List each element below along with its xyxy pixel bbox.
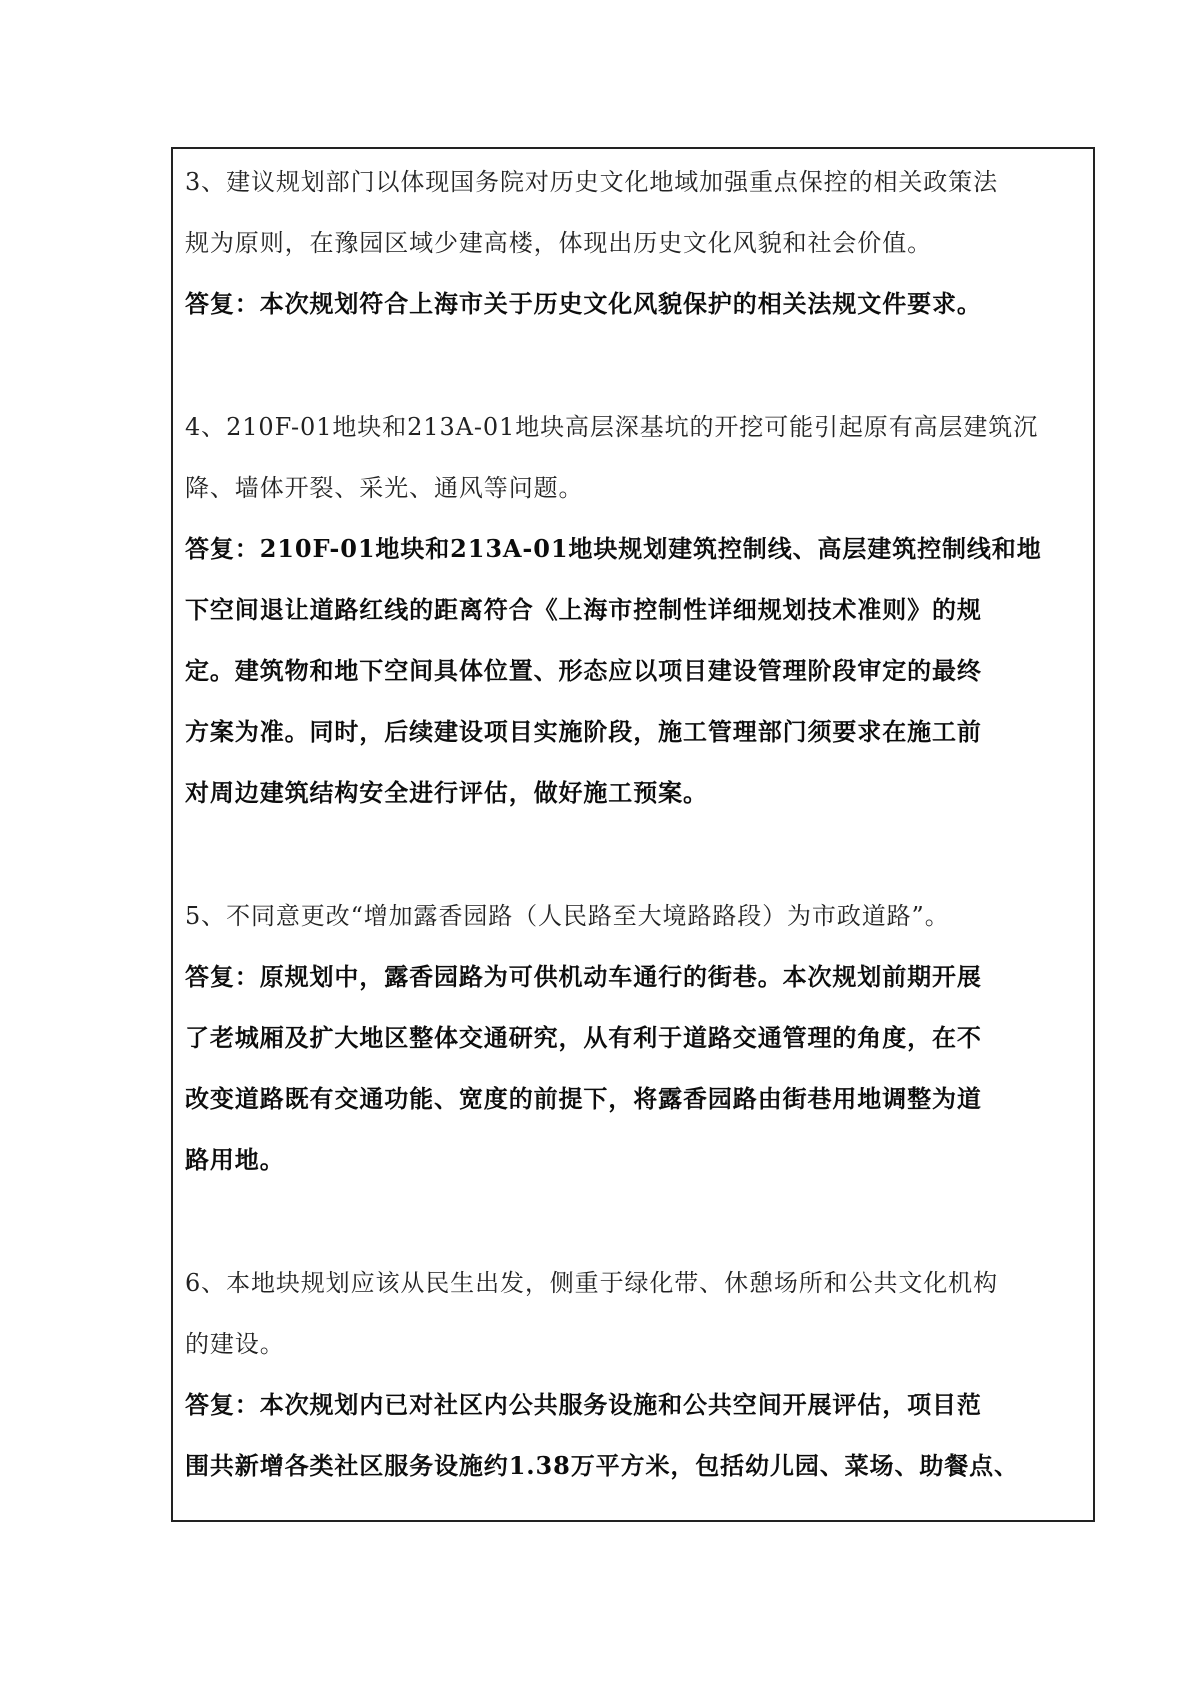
answer-line: 答复：原规划中，露香园路为可供机动车通行的街巷。本次规划前期开展 — [185, 962, 982, 991]
paragraph-gap — [185, 1204, 1083, 1266]
answer-line: 改变道路既有交通功能、宽度的前提下，将露香园路由街巷用地调整为道 — [185, 1084, 982, 1113]
answer-line: 答复：本次规划符合上海市关于历史文化风貌保护的相关法规文件要求。 — [185, 289, 982, 318]
answer-line: 围共新增各类社区服务设施约1.38万平方米，包括幼儿园、菜场、助餐点、 — [185, 1451, 1019, 1480]
qa-item-5 — [185, 899, 1083, 1204]
question-line: 5、不同意更改“增加露香园路（人民路至大境路路段）为市政道路”。 — [185, 902, 950, 930]
answer-line: 下空间退让道路红线的距离符合《上海市控制性详细规划技术准则》的规 — [185, 595, 982, 624]
qa-item-4 — [185, 410, 1083, 837]
answer-line: 方案为准。同时，后续建设项目实施阶段，施工管理部门须要求在施工前 — [185, 717, 982, 746]
answer-line: 对周边建筑结构安全进行评估，做好施工预案。 — [185, 778, 708, 807]
answer-line: 答复：210F-01地块和213A-01地块规划建筑控制线、高层建筑控制线和地 — [185, 534, 1042, 563]
question-line: 降、墙体开裂、采光、通风等问题。 — [185, 474, 584, 502]
question-line: 的建设。 — [185, 1330, 285, 1358]
question-line: 3、建议规划部门以体现国务院对历史文化地域加强重点保控的相关政策法 — [185, 168, 998, 196]
question-line: 4、210F-01地块和213A-01地块高层深基坑的开挖可能引起原有高层建筑沉 — [185, 413, 1039, 441]
answer-line: 答复：本次规划内已对社区内公共服务设施和公共空间开展评估，项目范 — [185, 1390, 982, 1419]
qa-item-6 — [185, 1266, 1083, 1510]
frame-top-border — [173, 147, 1093, 149]
question-line: 6、本地块规划应该从民生出发，侧重于绿化带、休憩场所和公共文化机构 — [185, 1269, 998, 1297]
paragraph-gap — [185, 348, 1083, 410]
answer-line: 定。建筑物和地下空间具体位置、形态应以项目建设管理阶段审定的最终 — [185, 656, 982, 685]
paragraph-gap — [185, 837, 1083, 899]
answer-line: 了老城厢及扩大地区整体交通研究，从有利于道路交通管理的角度，在不 — [185, 1023, 982, 1052]
document-content — [185, 165, 1083, 1510]
question-line: 规为原则，在豫园区域少建高楼，体现出历史文化风貌和社会价值。 — [185, 229, 932, 257]
qa-item-3 — [185, 165, 1083, 348]
document-frame — [171, 147, 1095, 1522]
answer-line: 路用地。 — [185, 1145, 285, 1174]
